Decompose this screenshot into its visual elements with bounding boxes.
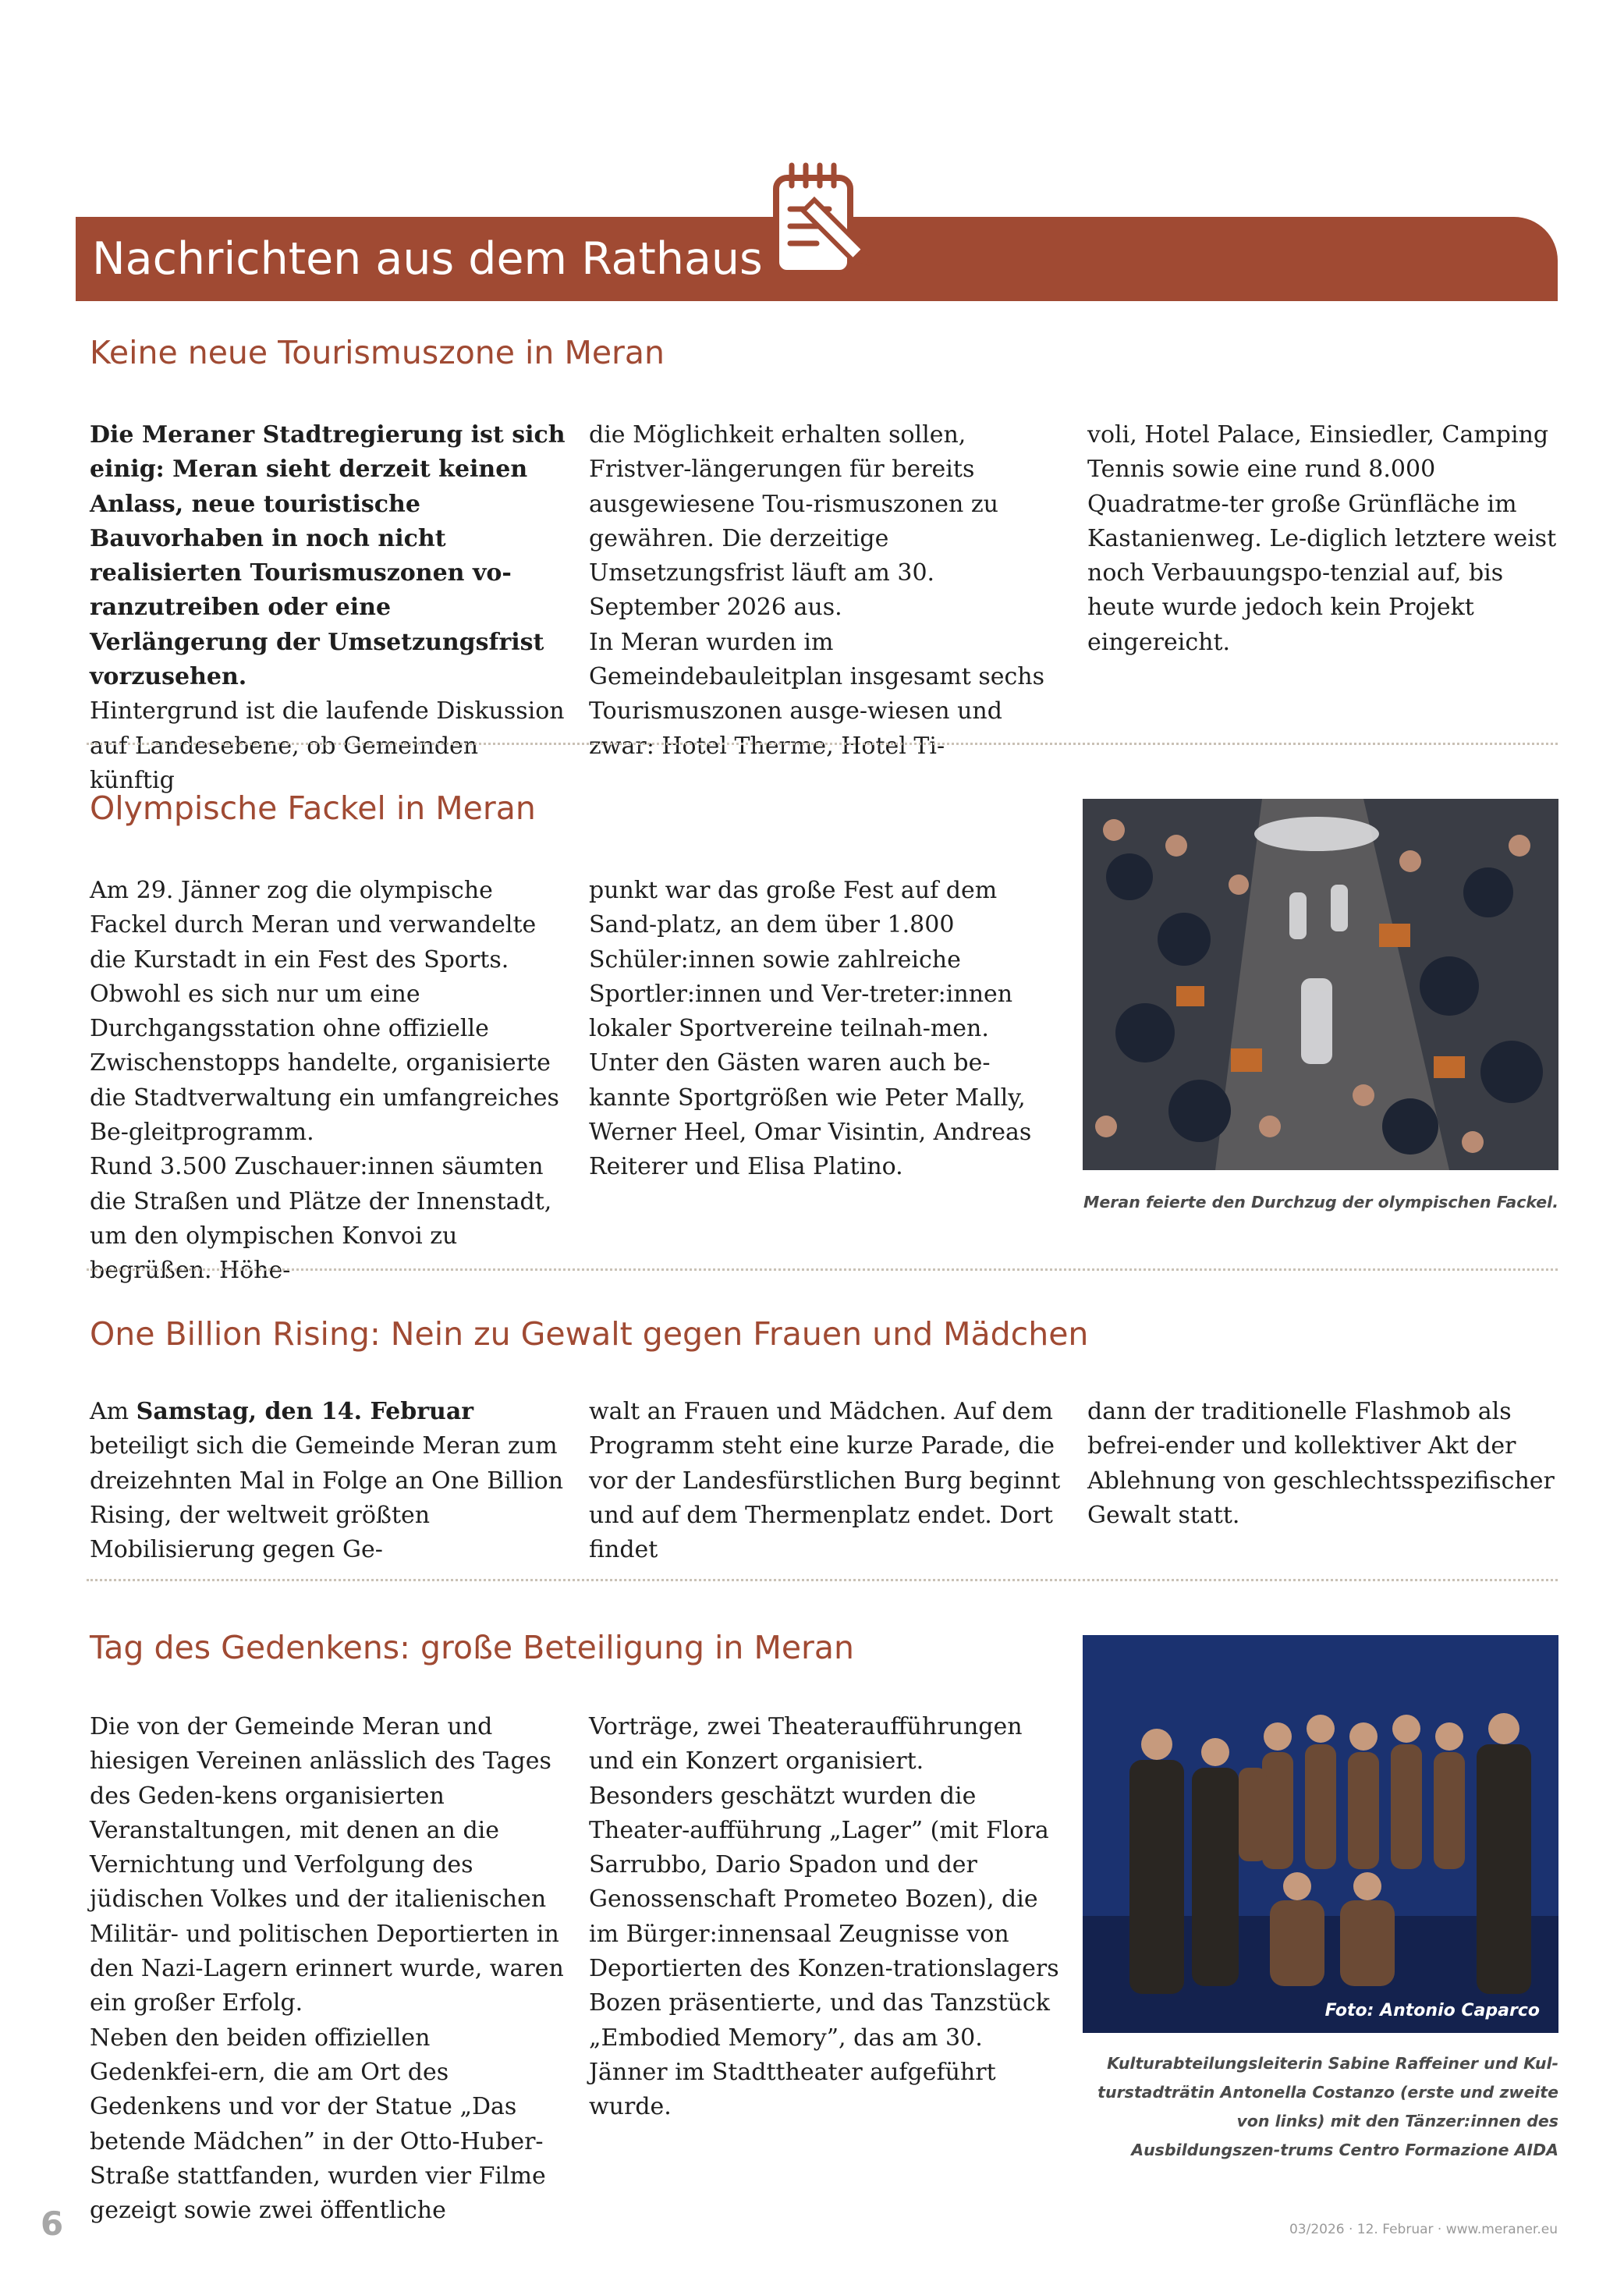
section-title: Nachrichten aus dem Rathaus [92, 233, 763, 285]
article-column [90, 1710, 566, 2228]
article-paragraph: Besonders geschätzt wurden die Theater-aufführung „Lager” (mit Flora Sarrubbo, Dario Spadon und der Genossenschaft Prometeo Bozen), die im Bürger:innensaal Zeugnisse von Deportierten des Konzen-trationslagers Bozen präsentierte, und das Tanzstück „Embodied Memory”, das am 30. Jänner im Stadttheater aufgeführt wurde. [589, 1782, 1059, 2121]
dancers-group-photo [1083, 1635, 1558, 2033]
notepad-pencil-icon [768, 156, 885, 281]
article-paragraph: punkt war das große Fest auf dem Sand-platz, an dem über 1.800 Schüler:innen sowie zahlreiche Sportler:innen und Ver-treter:innen lokaler Sportvereine teilnah-men. Unter den Gästen waren auch be-kannte Sportgrößen wie Peter Mally, Werner Heel, Omar Visintin, Andreas Reiterer und Elisa Platino. [589, 877, 1032, 1181]
article-column [589, 1710, 1065, 2125]
article-paragraph: Am 29. Jänner zog die olympische Fackel durch Meran und verwandelte die Kurstadt in ein Fest des Sports. Obwohl es sich nur um eine Durchgangsstation ohne offizielle Zwischenstopps handelte, organisierte die Stadtverwaltung ein umfangreiches Be-gleitprogramm. [90, 877, 559, 1147]
article-column [90, 874, 566, 1289]
article-paragraph: Rund 3.500 Zuschauer:innen säumten die Straßen und Plätze der Innenstadt, um den olympischen Konvoi zu begrüßen. Höhe- [90, 1153, 552, 1285]
article-heading: Tag des Gedenkens: große Beteiligung in Meran [90, 1629, 855, 1666]
article-lede: Die Meraner Stadtregierung ist sich einig: Meran sieht derzeit keinen Anlass, neue touristische Bauvorhaben in noch nicht realisierten Tourismuszonen vo-ranzutreiben oder eine Verlängerung der Umsetzungsfrist vorzusehen. [90, 421, 566, 691]
article-heading: Olympische Fackel in Meran [90, 789, 536, 827]
photo-caption: Meran feierte den Durchzug der olympischen Fackel. [1083, 1193, 1558, 1211]
article-paragraph: Hintergrund ist die laufende Diskussion auf Landesebene, ob Gemeinden künftig [90, 697, 565, 794]
article-paragraph: voli, Hotel Palace, Einsiedler, Camping Tennis sowie eine rund 8.000 Quadratme-ter große Grünfläche im Kastanienweg. Le-diglich letztere weist noch Verbauungspo-tenzial auf, bis heute wurde jedoch kein Projekt eingereicht. [1087, 421, 1557, 656]
photo-caption: Kulturabteilungsleiterin Sabine Raffeiner und Kul-turstadträtin Antonella Costanzo (erste und zweite von links) mit den Tänzer:innen des Ausbildungszen-trums Centro Formazione AIDA [1097, 2054, 1558, 2159]
article-paragraph: Neben den beiden offiziellen Gedenkfei-ern, die am Ort des Gedenkens und vor der Statue „Das betende Mädchen” in der Otto-Huber-Straße stattfanden, wurden vier Filme gezeigt sowie zwei öffentliche [90, 2024, 546, 2225]
article-column [1087, 418, 1563, 660]
issue-info: 03/2026 · 12. Februar · www.meraner.eu [1289, 2222, 1558, 2237]
torch-crowd-photo [1083, 799, 1558, 1170]
article-paragraph: Am Samstag, den 14. Februar beteiligt sich die Gemeinde Meran zum dreizehnten Mal in Folge an One Billion Rising, der weltweit größten Mobilisierung gegen Ge- [90, 1398, 564, 1564]
article-heading: Keine neue Tourismuszone in Meran [90, 334, 665, 371]
article-column [90, 418, 566, 798]
article-column [589, 874, 1065, 1185]
article-heading: One Billion Rising: Nein zu Gewalt gegen Frauen und Mädchen [90, 1315, 1089, 1353]
section-divider [87, 1579, 1558, 1581]
article-paragraph: die Möglichkeit erhalten sollen, Fristver-längerungen für bereits ausgewiesene Tou-rismuszonen zu gewähren. Die derzeitige Umsetzungsfrist läuft am 30. September 2026 aus. [589, 421, 998, 622]
photo-credit: Foto: Antonio Caparco [1324, 2001, 1540, 2020]
article-paragraph: dann der traditionelle Flashmob als befrei-ender und kollektiver Akt der Ablehnung von geschlechtsspezifischer Gewalt statt. [1087, 1398, 1555, 1529]
section-divider [87, 743, 1558, 745]
page-number: 6 [41, 2205, 64, 2243]
article-paragraph: Vorträge, zwei Theateraufführungen und ein Konzert organisiert. [589, 1713, 1023, 1775]
article-column [1087, 1395, 1563, 1533]
article-column [589, 1395, 1065, 1567]
article-paragraph: In Meran wurden im Gemeindebauleitplan insgesamt sechs Tourismuszonen ausge-wiesen und zwar: Hotel Therme, Hotel Ti- [589, 628, 1045, 760]
article-paragraph: walt an Frauen und Mädchen. Auf dem Programm steht eine kurze Parade, die vor der Landesfürstlichen Burg beginnt und auf dem Thermenplatz endet. Dort findet [589, 1398, 1061, 1564]
article-column [589, 418, 1065, 764]
section-divider [87, 1268, 1558, 1271]
article-column [90, 1395, 566, 1567]
article-paragraph: Die von der Gemeinde Meran und hiesigen Vereinen anlässlich des Tages des Geden-kens organisierten Veranstaltungen, mit denen an die Vernichtung und Verfolgung des jüdischen Volkes und der italienischen Militär- und politischen Deportierten in den Nazi-Lagern erinnert wurde, waren ein großer Erfolg. [90, 1713, 564, 2017]
